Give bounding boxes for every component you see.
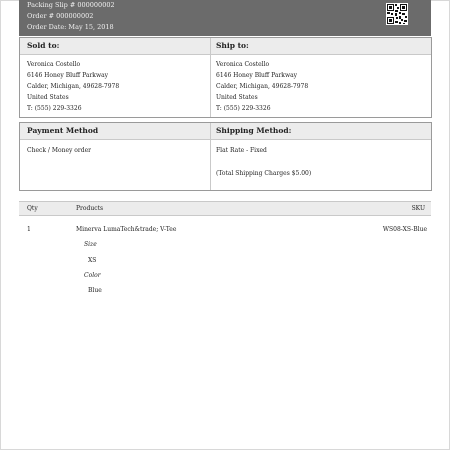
qty-column-header: Qty (27, 205, 38, 212)
items-table-header (19, 201, 431, 216)
ship-to-line: 6146 Honey Bluff Parkway (216, 72, 298, 79)
sold-to-title: Sold to: (27, 41, 60, 50)
option-label-size: Size (84, 241, 97, 248)
sold-to-line: T: (555) 229-3326 (27, 105, 82, 112)
sold-to-line: 6146 Honey Bluff Parkway (27, 72, 109, 79)
option-label-color: Color (84, 272, 101, 279)
ship-to-line: United States (216, 94, 258, 101)
qr-code-icon (386, 3, 408, 25)
order-date: Order Date: May 15, 2018 (27, 23, 114, 31)
sold-to-line: United States (27, 94, 69, 101)
item-product-name: Minerva LumaTech&trade; V-Tee (76, 226, 177, 233)
shipping-method-value: Flat Rate - Fixed (216, 147, 267, 154)
method-section (19, 122, 432, 191)
item-qty: 1 (27, 226, 31, 233)
option-value-color: Blue (88, 287, 102, 294)
address-section (19, 37, 432, 118)
ship-to-line: Calder, Michigan, 49628-7978 (216, 83, 309, 90)
packing-slip-header (19, 0, 431, 36)
ship-to-line: T: (555) 229-3326 (216, 105, 271, 112)
ship-to-title: Ship to: (216, 41, 249, 50)
method-divider (210, 123, 211, 190)
packing-slip-number: Packing Slip # 000000002 (27, 1, 115, 9)
address-divider (210, 38, 211, 117)
sold-to-line: Veronica Costello (27, 61, 81, 68)
sold-to-address (27, 59, 119, 114)
shipping-charges: (Total Shipping Charges $5.00) (216, 170, 312, 177)
item-sku: WS08-XS-Blue (382, 226, 427, 233)
order-number: Order # 000000002 (27, 12, 94, 20)
sold-to-line: Calder, Michigan, 49628-7978 (27, 83, 120, 90)
ship-to-line: Veronica Costello (216, 61, 270, 68)
products-column-header: Products (76, 205, 104, 212)
shipping-method-title: Shipping Method: (216, 126, 292, 135)
sku-column-header: SKU (411, 205, 425, 212)
payment-method-value: Check / Money order (27, 147, 92, 154)
option-value-size: XS (88, 257, 97, 264)
header-info (27, 0, 115, 33)
ship-to-address (216, 59, 308, 114)
payment-method-title: Payment Method (27, 126, 99, 135)
